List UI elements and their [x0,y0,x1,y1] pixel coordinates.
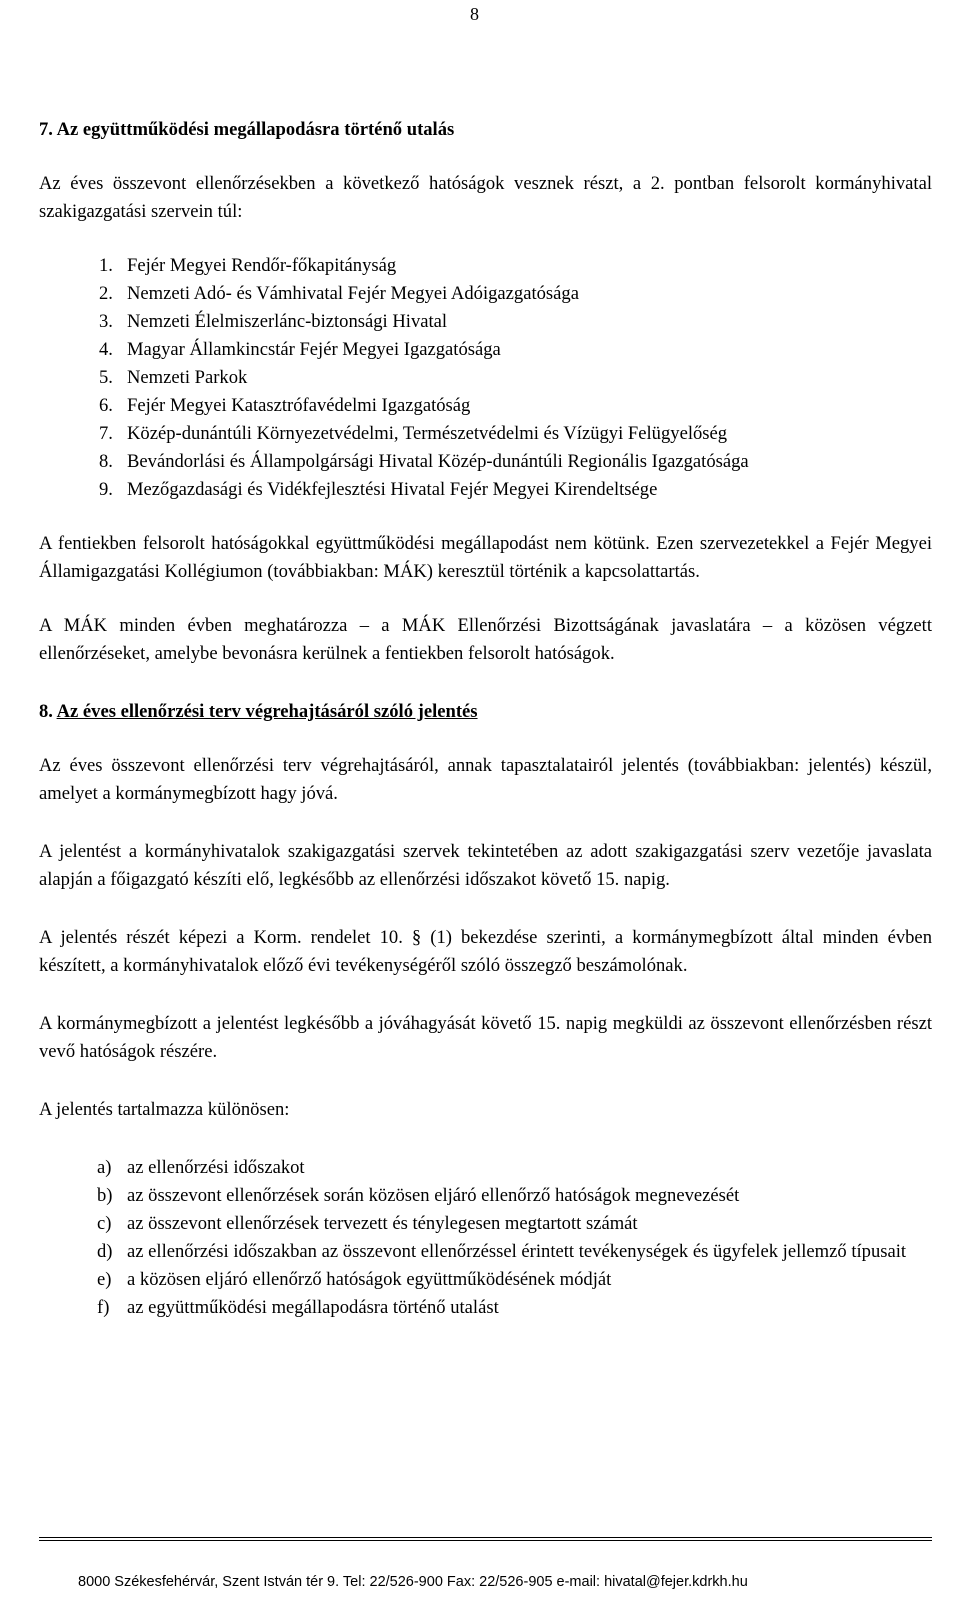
section-8-paragraph-3: A jelentés részét képezi a Korm. rendelet 10. § (1) bekezdése szerinti, a kormánymegbízott által minden évben készített, a kormányhivatalok előző évi tevékenységéről szóló összegző beszámolónak. [39,927,932,976]
section-7-paragraph-2: A MÁK minden évben meghatározza – a MÁK Ellenőrzési Bizottságának javaslatára – a közösen végzett ellenőrzéseket, amelybe bevonásra kerülnek a fentiekben felsorolt hatóságok. [39,615,932,664]
list-item: c) az összevont ellenőrzések tervezett és ténylegesen megtartott számát [97,1213,638,1234]
page-number: 8 [470,4,479,24]
list-item: 4. Magyar Államkincstár Fejér Megyei Igazgatósága [99,339,501,360]
footer-divider [39,1540,932,1541]
list-item: d) az ellenőrzési időszakban az összevont ellenőrzéssel érintett tevékenységek és ügyfelek jellemző típusait [97,1241,907,1262]
list-item: 8. Bevándorlási és Állampolgársági Hivatal Közép-dunántúli Regionális Igazgatósága [99,451,749,472]
section-8-paragraph-5: A jelentés tartalmazza különösen: [39,1099,290,1120]
list-item: 6. Fejér Megyei Katasztrófavédelmi Igazgatóság [99,395,471,416]
section-7-heading: 7. Az együttműködési megállapodásra történő utalás [39,119,455,140]
footer-divider [39,1537,932,1538]
list-item: f) az együttműködési megállapodásra történő utalást [97,1297,499,1318]
list-item: b) az összevont ellenőrzések során közösen eljáró ellenőrző hatóságok megnevezését [97,1185,740,1206]
list-item: 9. Mezőgazdasági és Vidékfejlesztési Hivatal Fejér Megyei Kirendeltsége [99,479,658,500]
list-item: e) a közösen eljáró ellenőrző hatóságok együttműködésének módját [97,1269,612,1290]
list-item: a) az ellenőrzési időszakot [97,1157,305,1178]
section-8-paragraph-4: A kormánymegbízott a jelentést legkésőbb a jóváhagyását követő 15. napig megküldi az összevont ellenőrzésben részt vevő hatóságok részére. [39,1013,932,1062]
document-body [39,116,932,1322]
list-item: 7. Közép-dunántúli Környezetvédelmi, Természetvédelmi és Vízügyi Felügyelőség [99,423,728,444]
section-8-paragraph-2: A jelentést a kormányhivatalok szakigazgatási szervek tekintetében az adott szakigazgatási szerv vezetője javaslata alapján a főigazgató készíti elő, legkésőbb az ellenőrzési időszakot követő 15. napig. [39,841,932,890]
authority-list [39,252,932,504]
list-item: 1. Fejér Megyei Rendőr-főkapitányság [99,255,397,276]
list-item: 2. Nemzeti Adó- és Vámhivatal Fejér Megyei Adóigazgatósága [99,283,579,304]
section-8-paragraph-1: Az éves összevont ellenőrzési terv végrehajtásáról, annak tapasztalatairól jelentés (továbbiakban: jelentés) készül, amelyet a kormánymegbízott hagy jóvá. [39,755,932,804]
list-item: 5. Nemzeti Parkok [99,367,248,388]
section-7-intro: Az éves összevont ellenőrzésekben a következő hatóságok vesznek részt, a 2. pontban felsorolt kormányhivatal szakigazgatási szervein túl: [39,173,932,222]
section-7-paragraph-1: A fentiekben felsorolt hatóságokkal együttműködési megállapodást nem kötünk. Ezen szervezetekkel a Fejér Megyei Államigazgatási Kollégiumon (továbbiakban: MÁK) keresztül történik a kapcsolattartás. [39,533,932,582]
list-item: 3. Nemzeti Élelmiszerlánc-biztonsági Hivatal [99,311,448,332]
footer-address: 8000 Székesfehérvár, Szent István tér 9. Tel: 22/526-900 Fax: 22/526-905 e-mail: hivatal@fejer.kdrkh.hu [78,1574,748,1590]
report-contents-list [39,1154,932,1322]
section-8-heading: 8. Az éves ellenőrzési terv végrehajtásáról szóló jelentés [39,701,478,722]
